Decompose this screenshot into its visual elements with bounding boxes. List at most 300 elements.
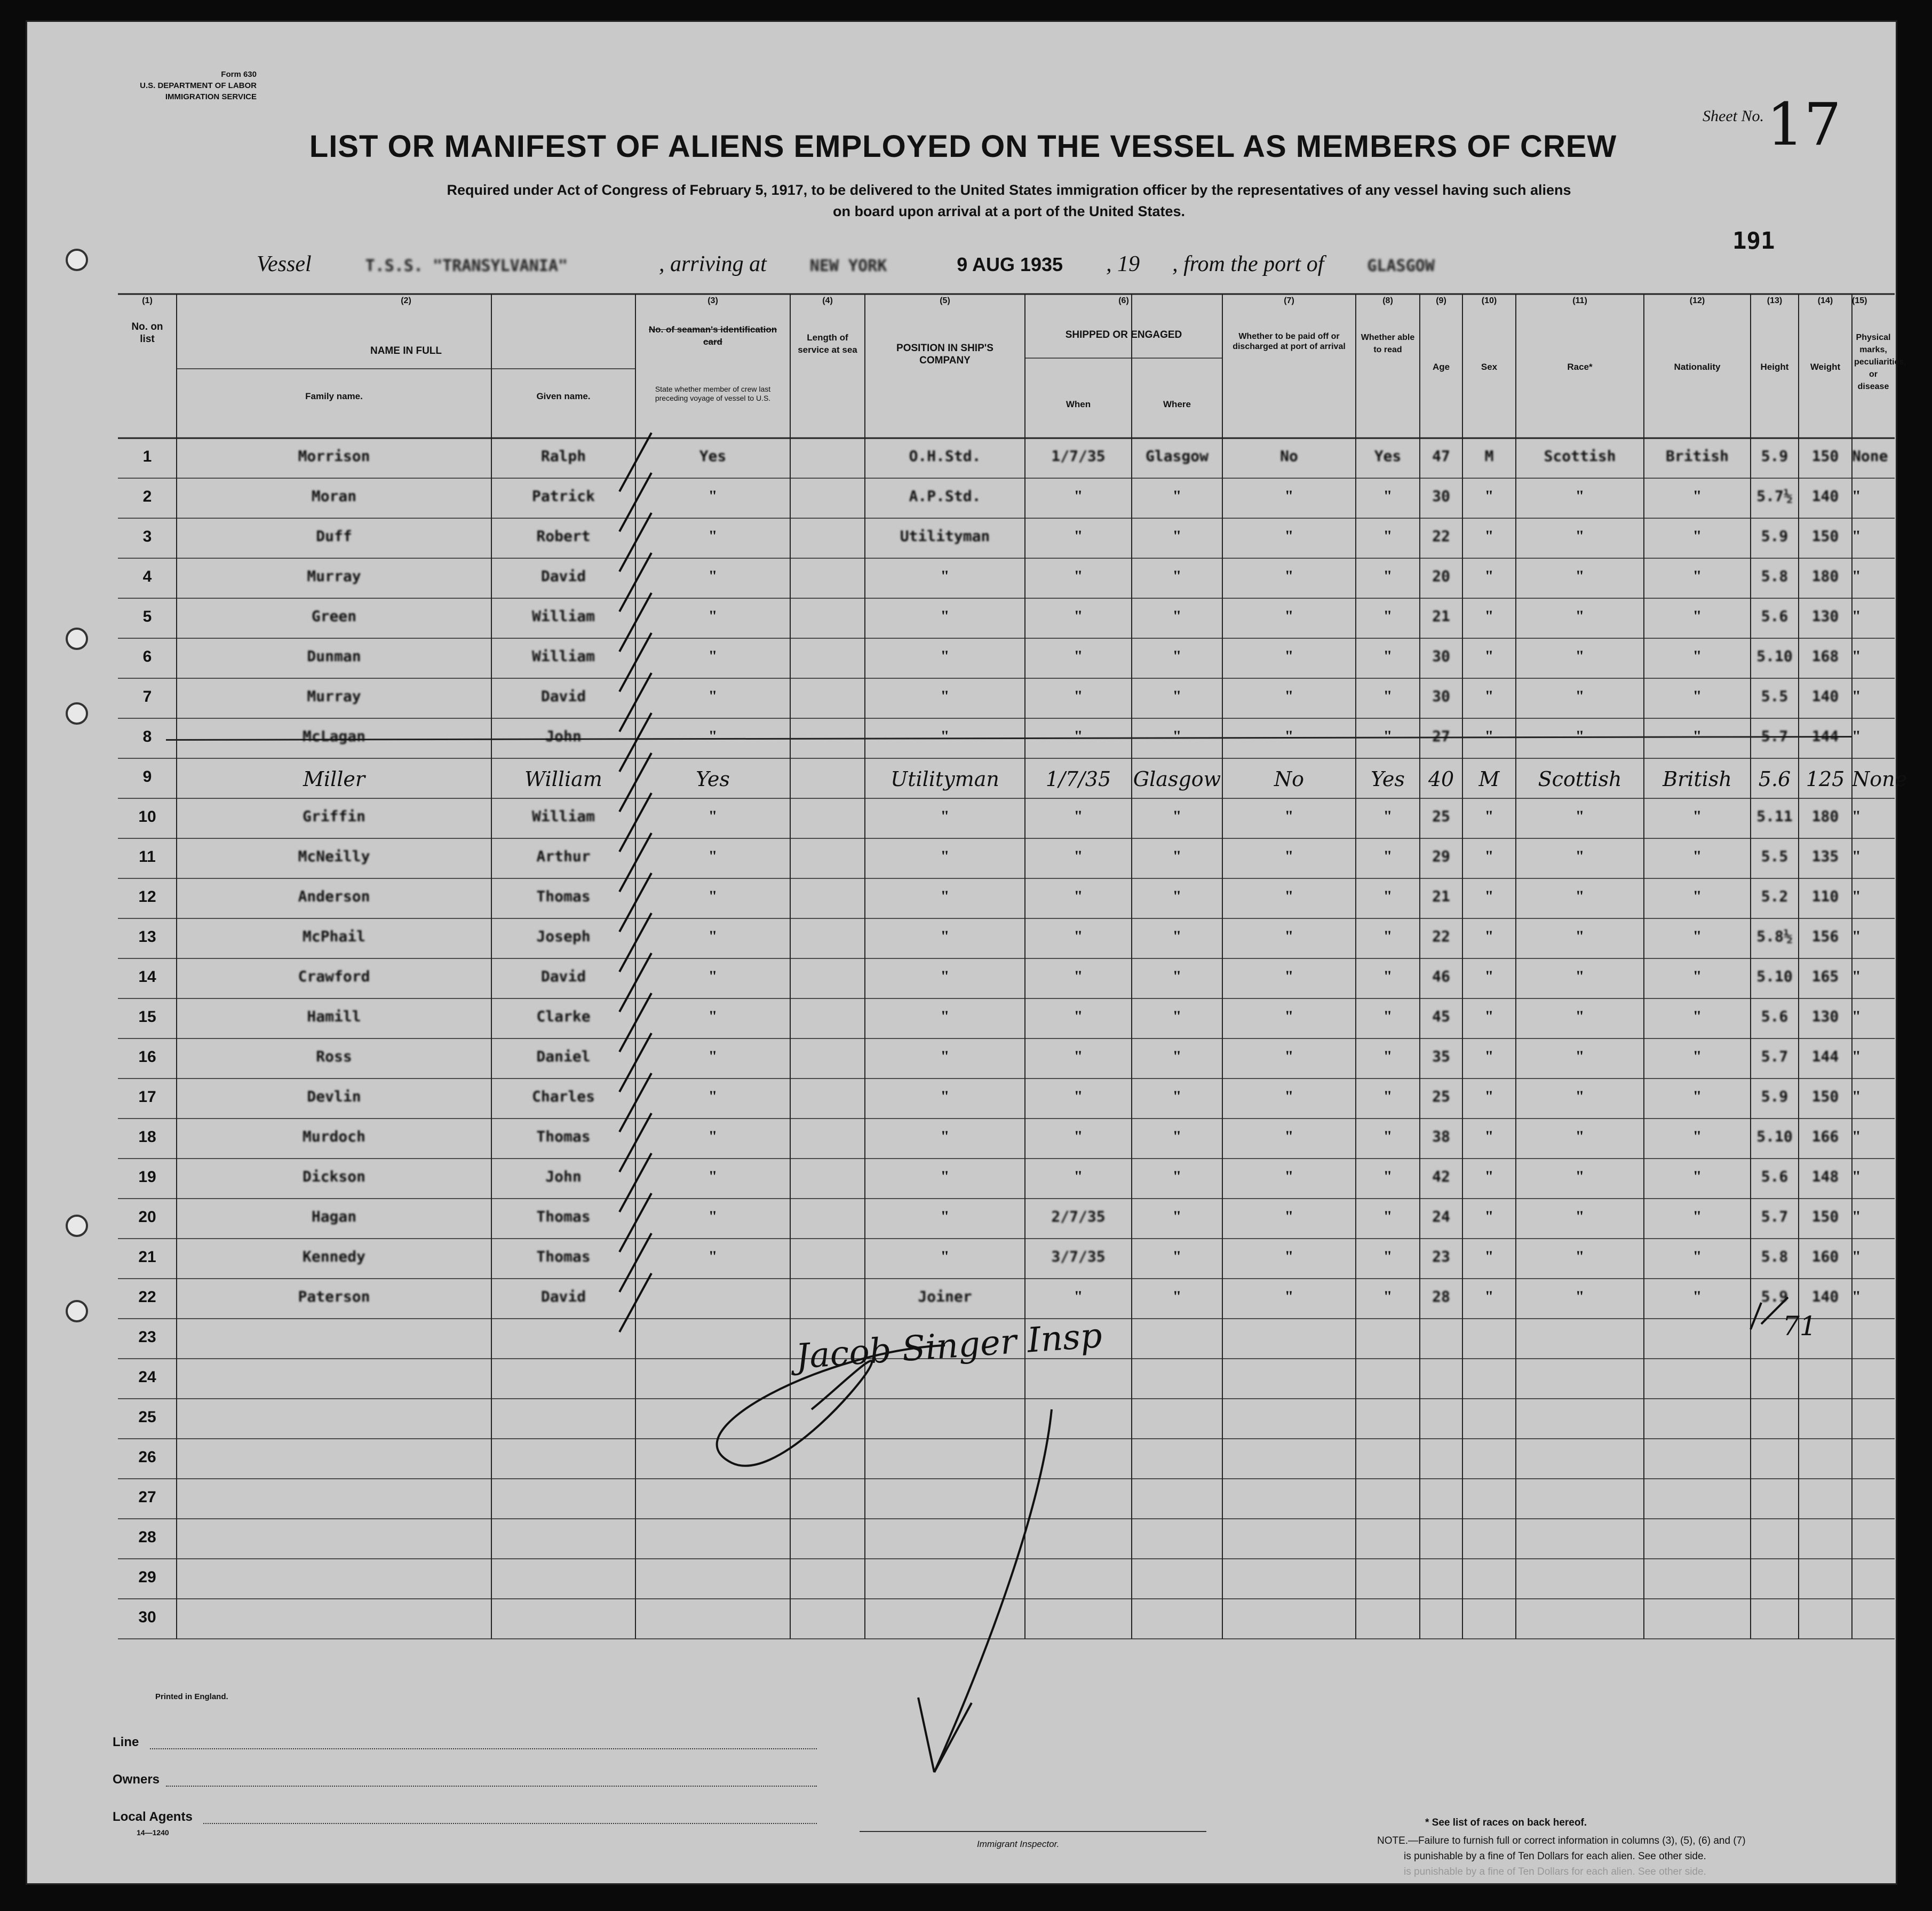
cell-height: 5.7 bbox=[1761, 727, 1788, 745]
cell-given: Ralph bbox=[540, 447, 586, 465]
cell-family: Dunman bbox=[307, 647, 361, 665]
cell-where: " bbox=[1172, 567, 1182, 585]
cell-read: " bbox=[1383, 1288, 1393, 1305]
cell-when: " bbox=[1074, 1288, 1083, 1305]
row-number: 11 bbox=[139, 848, 156, 866]
cell-where: " bbox=[1172, 487, 1182, 505]
cell-read: " bbox=[1383, 1128, 1393, 1145]
cell-position: " bbox=[940, 567, 950, 585]
header-weight: Weight bbox=[1810, 362, 1841, 372]
cell-paid: " bbox=[1284, 527, 1294, 545]
cell-family: Griffin bbox=[302, 807, 365, 825]
cell-read: " bbox=[1383, 727, 1393, 745]
row-number: 24 bbox=[138, 1368, 156, 1386]
cell-race: " bbox=[1575, 887, 1585, 905]
row-number: 27 bbox=[138, 1488, 156, 1506]
form-code: 14—1240 bbox=[137, 1828, 169, 1837]
cell-weight: 166 bbox=[1811, 1128, 1839, 1145]
row-number: 26 bbox=[138, 1448, 156, 1466]
cell-paid: " bbox=[1284, 968, 1294, 985]
cell-where: " bbox=[1172, 887, 1182, 905]
cell-read: " bbox=[1383, 1088, 1393, 1105]
sheet-number-stamp: 191 bbox=[1732, 227, 1775, 255]
printed-in: Printed in England. bbox=[155, 1692, 228, 1701]
row-number: 13 bbox=[138, 928, 156, 946]
cell-position: " bbox=[940, 727, 950, 745]
cell-age: 45 bbox=[1432, 1008, 1450, 1025]
note-line-3: is punishable by a fine of Ten Dollars for each alien. See other side. bbox=[1404, 1866, 1706, 1877]
row-number: 30 bbox=[138, 1608, 156, 1626]
cell-family: Anderson bbox=[298, 887, 370, 905]
owners-label: Owners bbox=[113, 1772, 160, 1787]
cell-race: Scottish bbox=[1544, 447, 1616, 465]
header-length-service: Length of service at sea bbox=[798, 332, 857, 355]
cell-prev: " bbox=[708, 687, 718, 705]
cell-family: Murdoch bbox=[302, 1128, 365, 1145]
cell-nat: " bbox=[1692, 1088, 1702, 1105]
cell-weight: 140 bbox=[1811, 687, 1839, 705]
cell-when: " bbox=[1074, 887, 1083, 905]
cell-prev: " bbox=[708, 847, 718, 865]
cell-race: Scottish bbox=[1538, 767, 1622, 791]
cell-read: " bbox=[1383, 567, 1393, 585]
row-number: 29 bbox=[138, 1568, 156, 1586]
cell-position: Utilityman bbox=[891, 767, 999, 791]
cell-where: " bbox=[1172, 1208, 1182, 1225]
crew-table: (1) (2) (3) (4) (5) (6) (7) (8) (9) (10) (11) (12) (13) (14) (15) No. on list NAME IN FULL Family name. Given name. No. of seaman's identification card State whether member of crew last preceding voyage of vessel to U.S. Length of service at sea POSITION IN SHIP'S COMPANY SHIPPED OR ENGAGED When Where Whether to be paid off or discharged at port of arrival Whether able to read Age Sex Race* Nationality Height Weight Physical marks, peculiarities, or disease 1 Morrison Ralph Yes O.H.Std. 1/7/35 Glasgow No Yes 47 M Scottish British 5.9 150 None 2 Moran Patrick " A.P.Std. " " " " 30 " " " 5.7½ 140 " 3 Duff Robert " Utilityman " " " " 22 " " " 5.9 150 " 4 Murray David " " " " " " 20 " " " 5.8 180 " 5 Green William " " " " " " 21 " " " 5.6 130 " 6 Dunman William " " " " " " 30 " " " 5.10 168 " 7 Murray David " " " " " " 30 " " " 5.5 140 " 8 McLagan John " " " " " " 27 " " " 5.7 144 " 9 Miller William Yes Utilityman 1/7/35 Glasgow No Yes 40 M Scottish British 5.6 125 None 10 Griffin William " " " " " " 25 " " " 5.11 180 " 11 McNeilly Arthur " " " " " " 29 " " " 5.5 135 " 12 Anderson Thomas " " " " " " 21 " " " 5.2 110 " 13 McPhail Joseph " " " " " " 22 " " " 5.8½ 156 " 14 Crawford David " " " " " " 46 " " " 5.10 165 " 15 Hamill Clarke " " " " " " 45 " " " 5.6 130 " 16 Ross Daniel " " " " " " 35 " " " 5.7 144 " 17 Devlin Charles " " " " " " 25 " " " 5.9 150 " 18 Murdoch Thomas " " " " " " 38 " " " 5.10 166 " 19 Dickson John " " " " " " 42 " " " 5.6 148 " 20 Hagan Thomas " " 2/7/35 " " " 24 " " " 5.7 150 " 21 Kennedy Thomas " " 3/7/35 " " " 23 " " " 5.8 160 " 22 Paterson David Joiner " " " " 28 " " " 5.9 140 " 23 24 25 26 27 28 29 30 bbox=[118, 294, 1895, 1730]
cell-given: Thomas bbox=[536, 1128, 591, 1145]
cell-weight: 130 bbox=[1811, 607, 1839, 625]
cell-given: Thomas bbox=[536, 1208, 591, 1225]
cell-nat: " bbox=[1692, 567, 1702, 585]
cell-sex: " bbox=[1484, 607, 1494, 625]
cell-given: Thomas bbox=[536, 887, 591, 905]
cell-race: " bbox=[1575, 727, 1585, 745]
cell-given: Clarke bbox=[536, 1008, 591, 1025]
cell-nat: " bbox=[1692, 607, 1702, 625]
races-note: * See list of races on back hereof. bbox=[1425, 1817, 1587, 1828]
cell-family: Moran bbox=[311, 487, 357, 505]
column-number: (10) bbox=[1481, 296, 1497, 305]
row-number: 17 bbox=[138, 1088, 156, 1106]
cell-paid: " bbox=[1284, 567, 1294, 585]
row-number: 7 bbox=[142, 688, 152, 705]
cell-height: 5.5 bbox=[1761, 847, 1788, 865]
signature-arrow-line bbox=[934, 1409, 1052, 1772]
cell-height: 5.9 bbox=[1761, 1088, 1788, 1105]
cell-race: " bbox=[1575, 567, 1585, 585]
cell-paid: " bbox=[1284, 847, 1294, 865]
line-label: Line bbox=[113, 1735, 139, 1749]
cell-height: 5.6 bbox=[1758, 767, 1791, 791]
cell-where: " bbox=[1172, 927, 1182, 945]
cell-family: Kennedy bbox=[302, 1248, 365, 1265]
cell-position: O.H.Std. bbox=[909, 447, 981, 465]
row-number: 16 bbox=[138, 1048, 156, 1066]
cell-when: 3/7/35 bbox=[1051, 1248, 1106, 1265]
cell-race: " bbox=[1575, 1288, 1585, 1305]
cell-prev: " bbox=[708, 1208, 718, 1225]
header-id-card-note: State whether member of crew last preceding voyage of vessel to U.S. bbox=[655, 385, 771, 402]
cell-age: 24 bbox=[1432, 1208, 1450, 1225]
from-port-label: , from the port of bbox=[1172, 252, 1324, 276]
cell-given: Daniel bbox=[536, 1048, 591, 1065]
cell-where: " bbox=[1172, 527, 1182, 545]
department-name: U.S. DEPARTMENT OF LABOR bbox=[140, 81, 257, 90]
cell-race: " bbox=[1575, 1008, 1585, 1025]
column-number: (11) bbox=[1572, 296, 1587, 305]
cell-age: 29 bbox=[1432, 847, 1450, 865]
column-number: (3) bbox=[707, 296, 718, 305]
cell-weight: 160 bbox=[1811, 1248, 1839, 1265]
cell-family: Murray bbox=[307, 567, 361, 585]
cell-weight: 144 bbox=[1811, 1048, 1839, 1065]
from-port: GLASGOW bbox=[1367, 257, 1435, 275]
cell-height: 5.2 bbox=[1761, 887, 1788, 905]
cell-race: " bbox=[1575, 1128, 1585, 1145]
cell-sex: " bbox=[1484, 968, 1494, 985]
cell-weight: 130 bbox=[1811, 1008, 1839, 1025]
cell-race: " bbox=[1575, 1248, 1585, 1265]
cell-paid: No bbox=[1274, 767, 1305, 791]
row-number: 2 bbox=[142, 488, 152, 505]
cell-height: 5.9 bbox=[1761, 1288, 1788, 1305]
cell-height: 5.8 bbox=[1761, 1248, 1788, 1265]
cell-read: " bbox=[1383, 927, 1393, 945]
cell-given: Charles bbox=[531, 1088, 595, 1105]
cell-age: 22 bbox=[1432, 927, 1450, 945]
subtitle-line-2: on board upon arrival at a port of the United States. bbox=[832, 203, 1186, 219]
row-number: 10 bbox=[138, 808, 156, 826]
cell-given: Robert bbox=[536, 527, 591, 545]
cell-nat: " bbox=[1692, 807, 1702, 825]
cell-paid: " bbox=[1284, 1208, 1294, 1225]
cell-age: 22 bbox=[1432, 527, 1450, 545]
signature-drawing bbox=[27, 22, 1906, 1886]
cell-when: " bbox=[1074, 807, 1083, 825]
row-number: 15 bbox=[138, 1008, 156, 1026]
cell-paid: " bbox=[1284, 1248, 1294, 1265]
row-number: 28 bbox=[138, 1528, 156, 1546]
header-no-on-list: No. on list bbox=[131, 321, 163, 345]
cell-nat: " bbox=[1692, 1008, 1702, 1025]
cell-age: 46 bbox=[1432, 968, 1450, 985]
column-number: (12) bbox=[1689, 296, 1705, 305]
cell-position: Utilityman bbox=[900, 527, 990, 545]
cell-when: " bbox=[1074, 727, 1083, 745]
cell-paid: " bbox=[1284, 647, 1294, 665]
cell-where: Glasgow bbox=[1133, 767, 1221, 791]
header-id-card: No. of seaman's identification card bbox=[648, 324, 777, 347]
cell-prev: " bbox=[708, 1168, 718, 1185]
cell-when: " bbox=[1074, 647, 1083, 665]
cell-family: McNeilly bbox=[298, 847, 370, 865]
cell-sex: " bbox=[1484, 647, 1494, 665]
cell-sex: " bbox=[1484, 727, 1494, 745]
header-where: Where bbox=[1163, 399, 1191, 409]
cell-nat: " bbox=[1692, 1248, 1702, 1265]
header-sex: Sex bbox=[1481, 362, 1498, 372]
date-stamp: 9 AUG 1935 bbox=[957, 253, 1063, 275]
cell-sex: " bbox=[1484, 927, 1494, 945]
year-label: , 19 bbox=[1106, 252, 1140, 276]
cell-when: " bbox=[1074, 607, 1083, 625]
row-number: 19 bbox=[138, 1168, 156, 1186]
cell-when: " bbox=[1074, 1088, 1083, 1105]
cell-weight: 150 bbox=[1811, 447, 1839, 465]
cell-read: " bbox=[1383, 1168, 1393, 1185]
cell-nat: " bbox=[1692, 1128, 1702, 1145]
sheet-no-label: Sheet No. bbox=[1703, 107, 1764, 125]
cell-prev: " bbox=[708, 887, 718, 905]
cell-when: 1/7/35 bbox=[1051, 447, 1106, 465]
cell-position: " bbox=[940, 607, 950, 625]
cell-age: 21 bbox=[1432, 887, 1450, 905]
cell-where: " bbox=[1172, 1048, 1182, 1065]
manifest-sheet bbox=[26, 20, 1907, 1885]
cell-weight: 180 bbox=[1811, 567, 1839, 585]
header-when: When bbox=[1066, 399, 1091, 409]
cell-age: 42 bbox=[1432, 1168, 1450, 1185]
header-able-read: Whether able to read bbox=[1361, 333, 1415, 354]
cell-given: David bbox=[540, 1288, 586, 1305]
cell-weight: 156 bbox=[1811, 927, 1839, 945]
cell-where: " bbox=[1172, 1128, 1182, 1145]
cell-paid: " bbox=[1284, 807, 1294, 825]
cell-given: William bbox=[531, 647, 595, 665]
cell-position: " bbox=[940, 847, 950, 865]
inspector-signature: Jacob Singer Insp bbox=[794, 1316, 1104, 1377]
cell-where: " bbox=[1172, 687, 1182, 705]
cell-position: " bbox=[940, 1168, 950, 1185]
cell-prev: " bbox=[708, 647, 718, 665]
cell-age: 30 bbox=[1432, 487, 1450, 505]
row-number: 20 bbox=[138, 1208, 156, 1226]
cell-read: " bbox=[1383, 887, 1393, 905]
cell-age: 30 bbox=[1432, 647, 1450, 665]
cell-weight: 140 bbox=[1811, 487, 1839, 505]
cell-paid: No bbox=[1280, 447, 1298, 465]
cell-race: " bbox=[1575, 1208, 1585, 1225]
cell-nat: British bbox=[1665, 447, 1729, 465]
cell-family: McPhail bbox=[302, 927, 365, 945]
cell-prev: " bbox=[708, 1128, 718, 1145]
cell-paid: " bbox=[1284, 927, 1294, 945]
cell-read: " bbox=[1383, 1008, 1393, 1025]
cell-when: " bbox=[1074, 687, 1083, 705]
cell-prev: " bbox=[708, 487, 718, 505]
cell-height: 5.11 bbox=[1756, 807, 1793, 825]
cell-family: Paterson bbox=[298, 1288, 370, 1305]
cell-family: Murray bbox=[307, 687, 361, 705]
row-number: 25 bbox=[138, 1408, 156, 1426]
cell-paid: " bbox=[1284, 1168, 1294, 1185]
cell-sex: " bbox=[1484, 887, 1494, 905]
column-number: (13) bbox=[1767, 296, 1783, 305]
cell-sex: " bbox=[1484, 487, 1494, 505]
cell-sex: " bbox=[1484, 1048, 1494, 1065]
cell-given: John bbox=[545, 727, 582, 745]
cell-family: Ross bbox=[316, 1048, 352, 1065]
column-number: (2) bbox=[401, 296, 411, 305]
cell-age: 23 bbox=[1432, 1248, 1450, 1265]
cell-read: " bbox=[1383, 968, 1393, 985]
row-number: 21 bbox=[138, 1248, 156, 1266]
cell-where: Glasgow bbox=[1145, 447, 1209, 465]
cell-when: " bbox=[1074, 567, 1083, 585]
cell-prev: " bbox=[708, 1008, 718, 1025]
cell-race: " bbox=[1575, 968, 1585, 985]
cell-when: " bbox=[1074, 1008, 1083, 1025]
cell-paid: " bbox=[1284, 1288, 1294, 1305]
cell-read: " bbox=[1383, 687, 1393, 705]
cell-given: Patrick bbox=[531, 487, 595, 505]
cell-height: 5.6 bbox=[1761, 607, 1788, 625]
cell-nat: " bbox=[1692, 527, 1702, 545]
cell-nat: " bbox=[1692, 687, 1702, 705]
cell-where: " bbox=[1172, 1088, 1182, 1105]
cell-paid: " bbox=[1284, 727, 1294, 745]
cell-nat: " bbox=[1692, 487, 1702, 505]
cell-given: William bbox=[531, 807, 595, 825]
line-field bbox=[150, 1748, 817, 1749]
cell-sex: " bbox=[1484, 1248, 1494, 1265]
cell-paid: " bbox=[1284, 1008, 1294, 1025]
cell-prev: " bbox=[708, 607, 718, 625]
cell-race: " bbox=[1575, 687, 1585, 705]
cell-race: " bbox=[1575, 1088, 1585, 1105]
cell-position: " bbox=[940, 647, 950, 665]
cell-nat: " bbox=[1692, 1288, 1702, 1305]
row-number: 12 bbox=[138, 888, 156, 906]
cell-prev: " bbox=[708, 567, 718, 585]
cell-height: 5.6 bbox=[1761, 1168, 1788, 1185]
cell-when: 2/7/35 bbox=[1051, 1208, 1106, 1225]
cell-position: " bbox=[940, 1048, 950, 1065]
cell-height: 5.9 bbox=[1761, 447, 1788, 465]
cell-read: " bbox=[1383, 1248, 1393, 1265]
cell-family: Green bbox=[311, 607, 357, 625]
cell-given: David bbox=[540, 687, 586, 705]
owners-field bbox=[166, 1786, 817, 1787]
cell-sex: " bbox=[1484, 1008, 1494, 1025]
header-given-name: Given name. bbox=[536, 391, 591, 401]
cell-sex: M bbox=[1478, 767, 1500, 791]
column-number: (8) bbox=[1382, 296, 1393, 305]
cell-where: " bbox=[1172, 647, 1182, 665]
cell-read: " bbox=[1383, 807, 1393, 825]
column-number: (4) bbox=[822, 296, 833, 305]
column-number: (9) bbox=[1436, 296, 1446, 305]
subtitle-line-1: Required under Act of Congress of February 5, 1917, to be delivered to the United States immigration officer by the representatives of any vessel having such aliens bbox=[447, 182, 1571, 198]
signature-arrow-head bbox=[918, 1698, 972, 1772]
cell-given: John bbox=[545, 1168, 582, 1185]
row-number: 8 bbox=[142, 728, 152, 746]
header-position: POSITION IN SHIP'S COMPANY bbox=[896, 343, 993, 366]
cell-nat: " bbox=[1692, 727, 1702, 745]
column-number: (1) bbox=[142, 296, 153, 305]
cell-position: Joiner bbox=[918, 1288, 972, 1305]
cell-height: 5.10 bbox=[1756, 1128, 1793, 1145]
cell-given: David bbox=[540, 567, 586, 585]
cell-nat: " bbox=[1692, 1208, 1702, 1225]
header-family-name: Family name. bbox=[305, 391, 363, 401]
cell-nat: " bbox=[1692, 847, 1702, 865]
cell-position: " bbox=[940, 807, 950, 825]
cell-nat: British bbox=[1663, 767, 1732, 791]
cell-sex: " bbox=[1484, 847, 1494, 865]
cell-nat: " bbox=[1692, 968, 1702, 985]
cell-height: 5.8 bbox=[1761, 567, 1788, 585]
cell-given: Arthur bbox=[536, 847, 591, 865]
cell-position: " bbox=[940, 1248, 950, 1265]
cell-read: Yes bbox=[1371, 767, 1405, 791]
cell-weight: 144 bbox=[1811, 727, 1839, 745]
cell-race: " bbox=[1575, 1168, 1585, 1185]
cell-family: Dickson bbox=[302, 1168, 365, 1185]
cell-race: " bbox=[1575, 927, 1585, 945]
cell-weight: 150 bbox=[1811, 1208, 1839, 1225]
cell-race: " bbox=[1575, 607, 1585, 625]
cell-read: " bbox=[1383, 487, 1393, 505]
column-number: (6) bbox=[1118, 296, 1129, 305]
cell-sex: " bbox=[1484, 807, 1494, 825]
cell-age: 35 bbox=[1432, 1048, 1450, 1065]
row-number: 22 bbox=[138, 1288, 156, 1306]
form-number: Form 630 bbox=[221, 70, 257, 79]
local-agents-label: Local Agents bbox=[113, 1810, 193, 1824]
cell-race: " bbox=[1575, 527, 1585, 545]
cell-position: " bbox=[940, 1008, 950, 1025]
cell-read: " bbox=[1383, 607, 1393, 625]
cell-position: " bbox=[940, 1088, 950, 1105]
column-number: (14) bbox=[1817, 296, 1833, 305]
cell-given: William bbox=[531, 607, 595, 625]
inspector-label: Immigrant Inspector. bbox=[977, 1839, 1060, 1849]
row-number: 4 bbox=[142, 568, 152, 585]
header-shipped: SHIPPED OR ENGAGED bbox=[1065, 329, 1182, 340]
header-paid-off: Whether to be paid off or discharged at port of arrival bbox=[1233, 332, 1346, 351]
cell-weight: 165 bbox=[1811, 968, 1839, 985]
cell-weight: 110 bbox=[1811, 887, 1839, 905]
cell-sex: " bbox=[1484, 527, 1494, 545]
row-number: 9 bbox=[142, 768, 152, 786]
row-number: 1 bbox=[142, 448, 152, 465]
cell-prev: Yes bbox=[696, 767, 730, 791]
local-agents-field bbox=[203, 1823, 817, 1824]
cell-read: " bbox=[1383, 647, 1393, 665]
cell-race: " bbox=[1575, 807, 1585, 825]
cell-paid: " bbox=[1284, 1088, 1294, 1105]
cell-weight: 125 bbox=[1806, 767, 1845, 791]
arrival-port: NEW YORK bbox=[809, 257, 887, 275]
header-height: Height bbox=[1760, 362, 1789, 372]
cell-sex: " bbox=[1484, 567, 1494, 585]
cell-height: 5.10 bbox=[1756, 647, 1793, 665]
cell-sex: " bbox=[1484, 1288, 1494, 1305]
cell-given: William bbox=[524, 767, 602, 791]
cell-when: " bbox=[1074, 847, 1083, 865]
cell-age: 20 bbox=[1432, 567, 1450, 585]
row-number: 23 bbox=[138, 1328, 156, 1346]
cell-read: " bbox=[1383, 847, 1393, 865]
cell-paid: " bbox=[1284, 687, 1294, 705]
cell-family: Crawford bbox=[298, 968, 370, 985]
cell-age: 30 bbox=[1432, 687, 1450, 705]
cell-prev: " bbox=[708, 527, 718, 545]
cell-paid: " bbox=[1284, 487, 1294, 505]
cell-weight: 140 bbox=[1811, 1288, 1839, 1305]
